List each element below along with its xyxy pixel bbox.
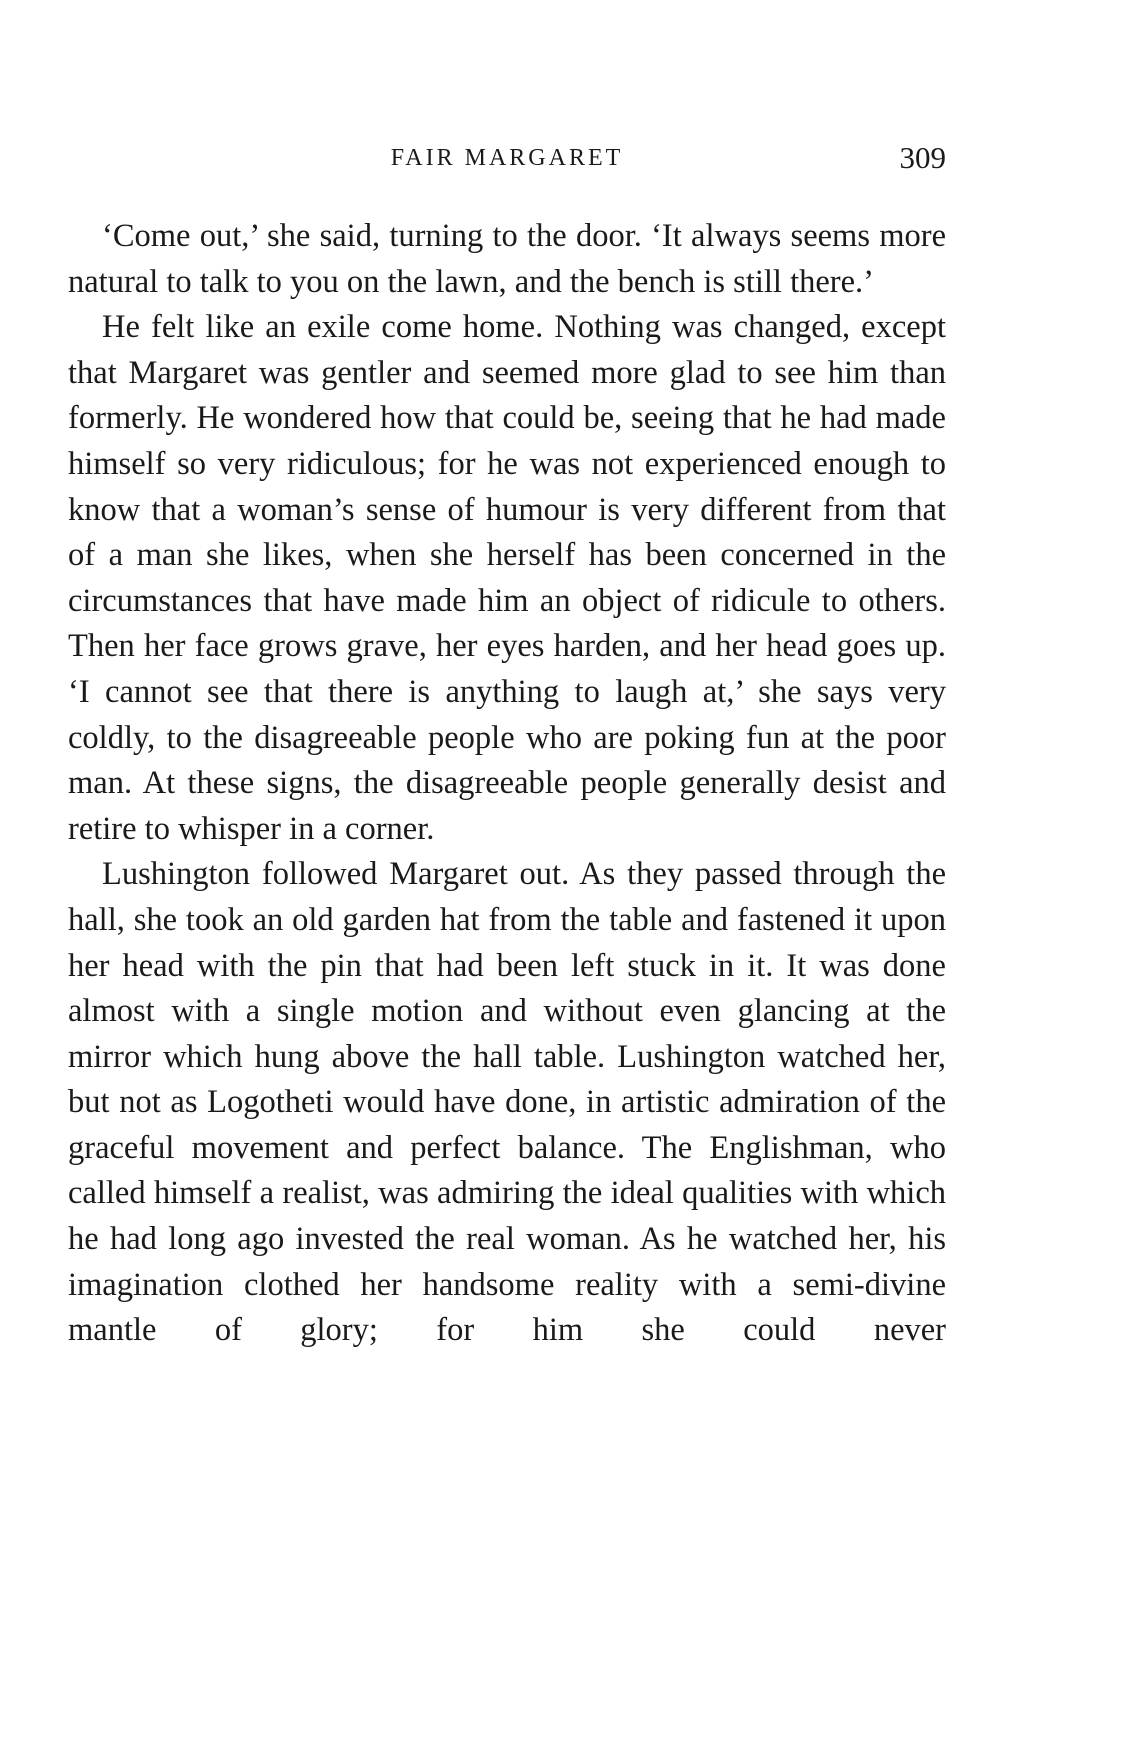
- paragraph: Lushington followed Margaret out. As they passed through the hall, she took an old garden hat from the table and fastened it upon her head with the pin that had been left stuck in it. It was done almost with a single motion and without even glancing at the mirror which hung above the hall table. Lushington watched her, but not as Logotheti would have done, in artistic admiration of the graceful movement and perfect balance. The Englishman, who called himself a realist, was admiring the ideal qualities with which he had long ago invested the real woman. As he watched her, his imagination clothed her handsome reality with a semi-divine mantle of glory; for him she could never: [68, 856, 946, 1349]
- running-title: FAIR MARGARET: [390, 145, 624, 171]
- page-number: 309: [899, 140, 946, 175]
- paragraph: ‘Come out,’ she said, turning to the door. ‘It always seems more natural to talk to you on the lawn, and the bench is still there.’: [68, 218, 946, 300]
- paragraph: He felt like an exile come home. Nothing was changed, except that Margaret was gentler and seemed more glad to see him than formerly. He wondered how that could be, seeing that he had made himself so very ridiculous; for he was not experienced enough to know that a woman’s sense of humour is very different from that of a man she likes, when she herself has been concerned in the circumstances that have made him an object of ridicule to others. Then her face grows grave, her eyes harden, and her head goes up. ‘I cannot see that there is anything to laugh at,’ she says very coldly, to the disagreeable people who are poking fun at the poor man. At these signs, the disagreeable people generally desist and retire to whisper in a corner.: [68, 309, 946, 847]
- running-head: [68, 138, 946, 178]
- body-text: [68, 214, 946, 1354]
